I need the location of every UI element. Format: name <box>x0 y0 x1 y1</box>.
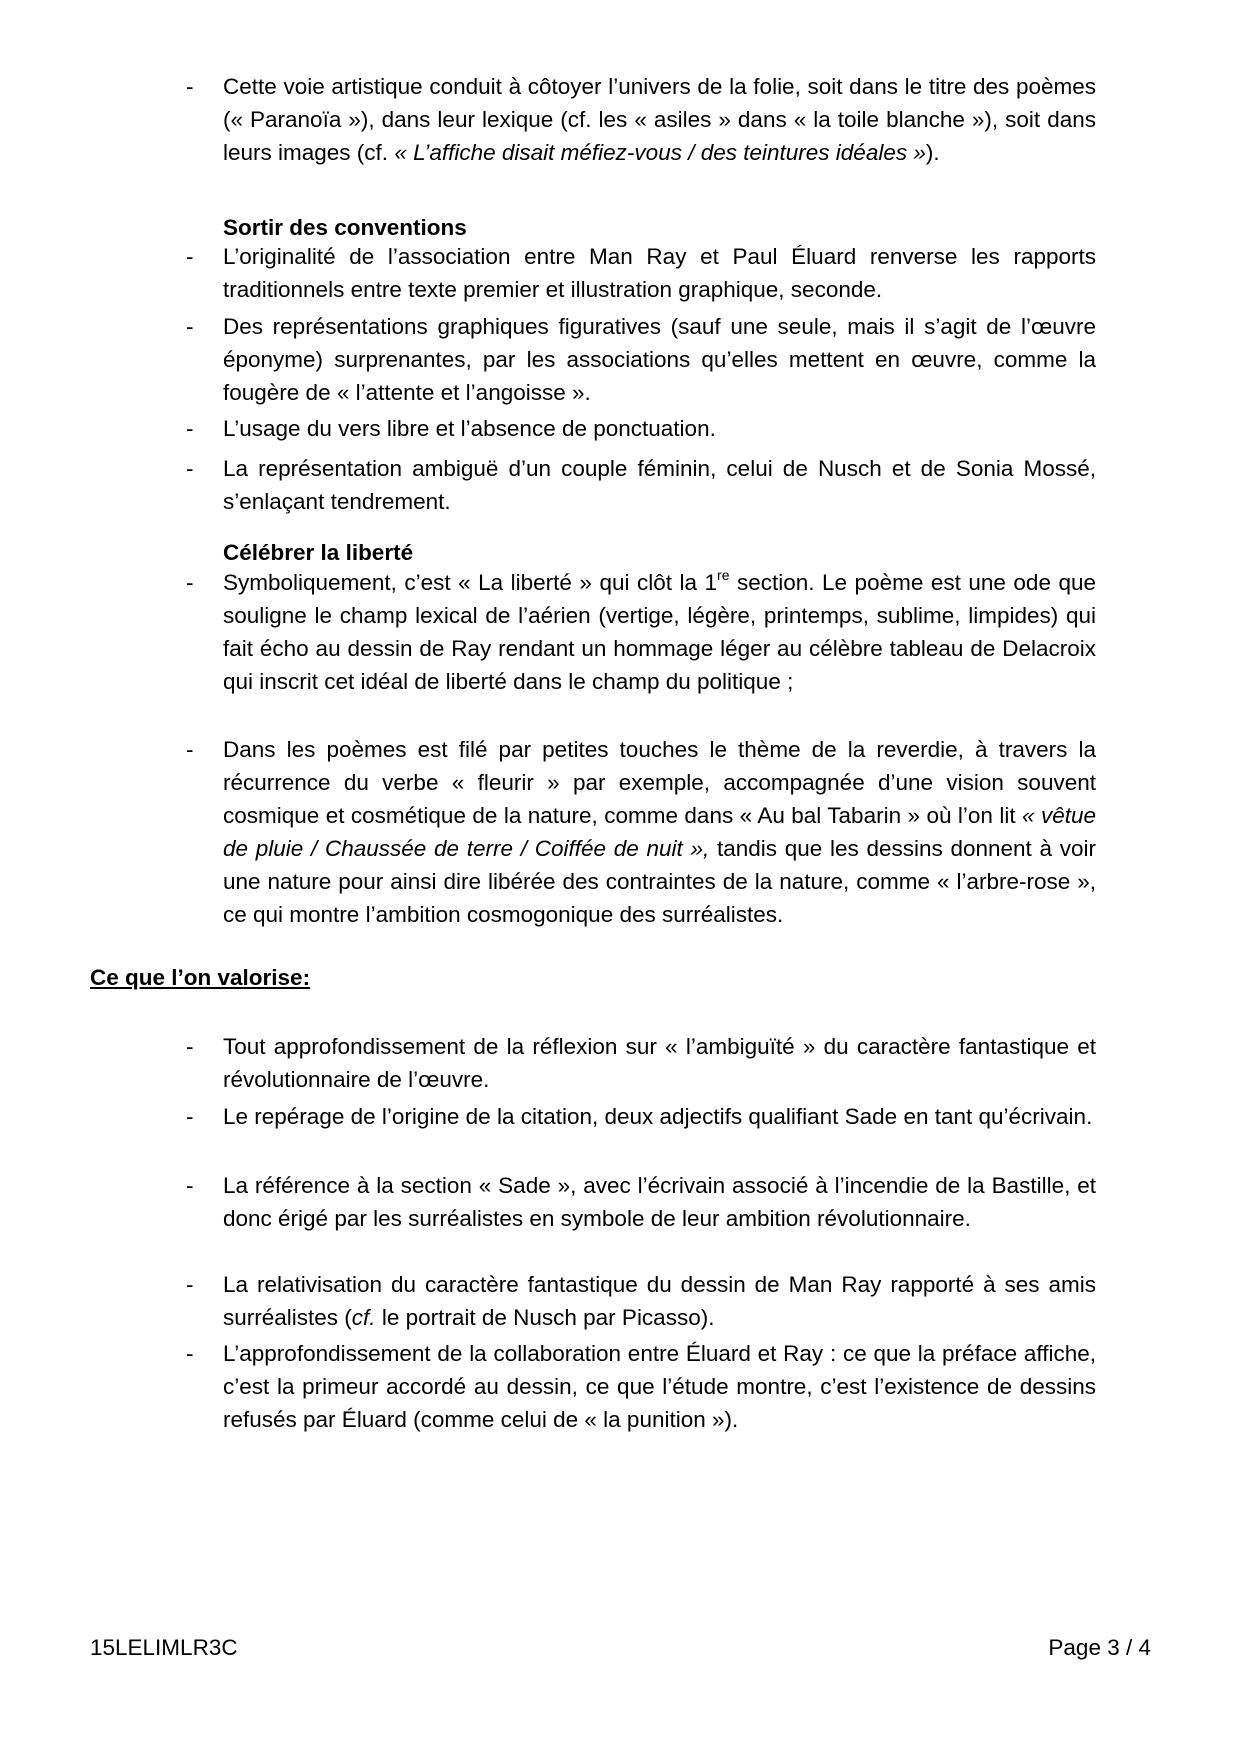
bullet-item: L’usage du vers libre et l’absence de ponctuation. <box>223 416 716 441</box>
item-text: Symboliquement, c’est « La liberté » qui clôt la 1 <box>223 570 718 595</box>
bullet-dash: - <box>186 74 194 99</box>
item-quote: « vêtue de pluie / Chaussée de terre / Coiffée de nuit », <box>223 803 1096 861</box>
bullet-dash: - <box>186 456 194 481</box>
bullet-item <box>223 733 1096 931</box>
bullet-dash: - <box>186 314 194 339</box>
bullet-item: Tout approfondissement de la réflexion sur « l’ambiguïté » du caractère fantastique et révolutionnaire de l’œuvre. <box>223 1034 1096 1092</box>
subheading-liberte: Célébrer la liberté <box>223 540 414 565</box>
bullet-item: L’originalité de l’association entre Man Ray et Paul Éluard renverse les rapports traditionnels entre texte premier et illustration graphique, seconde. <box>223 244 1096 302</box>
item-text: section. Le poème est une ode que souligne le champ lexical de l’aérien (vertige, légère, printemps, sublime, limpides) qui fait écho au dessin de Ray rendant un hommage léger au célèbre tableau de Delacroix qui inscrit cet idéal de liberté dans le champ du politique ; <box>223 570 1096 694</box>
bullet-item: L’approfondissement de la collaboration entre Éluard et Ray : ce que la préface affiche, c’est la primeur accordé au dessin, ce que l’étude montre, c’est l’existence de dessins refusés par Éluard (comme celui de « la punition »). <box>223 1341 1096 1432</box>
bullet-item: Des représentations graphiques figuratives (sauf une seule, mais il s’agit de l’œuvre éponyme) surprenantes, par les associations qu’elles mettent en œuvre, comme la fougère de « l’attente et l’angoisse ». <box>223 314 1096 405</box>
item-text: le portrait de Nusch par Picasso). <box>375 1305 715 1330</box>
bullet-dash: - <box>186 1341 194 1366</box>
bullet-item <box>223 566 1096 698</box>
item-text: Cette voie artistique conduit à côtoyer l’univers de la folie, soit dans le titre des poèmes (« Paranoïa »), dans leur lexique (cf. les « asiles » dans « la toile blanche »), soit dans leurs images (cf. <box>223 74 1096 165</box>
bullet-item-folie <box>223 70 1096 169</box>
bullet-dash: - <box>186 416 194 441</box>
item-quote: cf. <box>351 1305 376 1330</box>
item-text: Dans les poèmes est filé par petites touches le thème de la reverdie, à travers la récurrence du verbe « fleurir » par exemple, accompagnée d’une vision souvent cosmique et cosmétique de la nature, comme dans « Au bal Tabarin » où l’on lit <box>223 737 1096 828</box>
bullet-item: La représentation ambiguë d’un couple féminin, celui de Nusch et de Sonia Mossé, s’enlaçant tendrement. <box>223 456 1096 514</box>
bullet-dash: - <box>186 244 194 269</box>
bullet-dash: - <box>186 1173 194 1198</box>
bullet-dash: - <box>186 1272 194 1297</box>
item-text: La relativisation du caractère fantastique du dessin de Man Ray rapporté à ses amis surréalistes ( <box>223 1272 1096 1330</box>
bullet-dash: - <box>186 1104 194 1129</box>
item-text: tandis que les dessins donnent à voir une nature pour ainsi dire libérée des contraintes de la nature, comme « l’arbre-rose », ce qui montre l’ambition cosmogonique des surréalistes. <box>223 836 1096 927</box>
bullet-dash: - <box>186 570 194 595</box>
page-number: Page 3 / 4 <box>1048 1635 1151 1660</box>
bullet-dash: - <box>186 737 194 762</box>
item-quote: « L’affiche disait méfiez-vous / des teintures idéales » <box>394 140 926 165</box>
subheading-conventions: Sortir des conventions <box>223 215 467 240</box>
bullet-dash: - <box>186 1034 194 1059</box>
bullet-item: Le repérage de l’origine de la citation, deux adjectifs qualifiant Sade en tant qu’écrivain. <box>223 1104 1093 1129</box>
item-text: ). <box>925 140 940 165</box>
ordinal-superscript: re <box>717 566 730 583</box>
bullet-item <box>223 1268 1096 1334</box>
document-code: 15LELIMLR3C <box>90 1635 238 1660</box>
section-title-valorise: Ce que l’on valorise: <box>90 965 311 990</box>
bullet-item: La référence à la section « Sade », avec l’écrivain associé à l’incendie de la Bastille, et donc érigé par les surréalistes en symbole de leur ambition révolutionnaire. <box>223 1173 1096 1231</box>
